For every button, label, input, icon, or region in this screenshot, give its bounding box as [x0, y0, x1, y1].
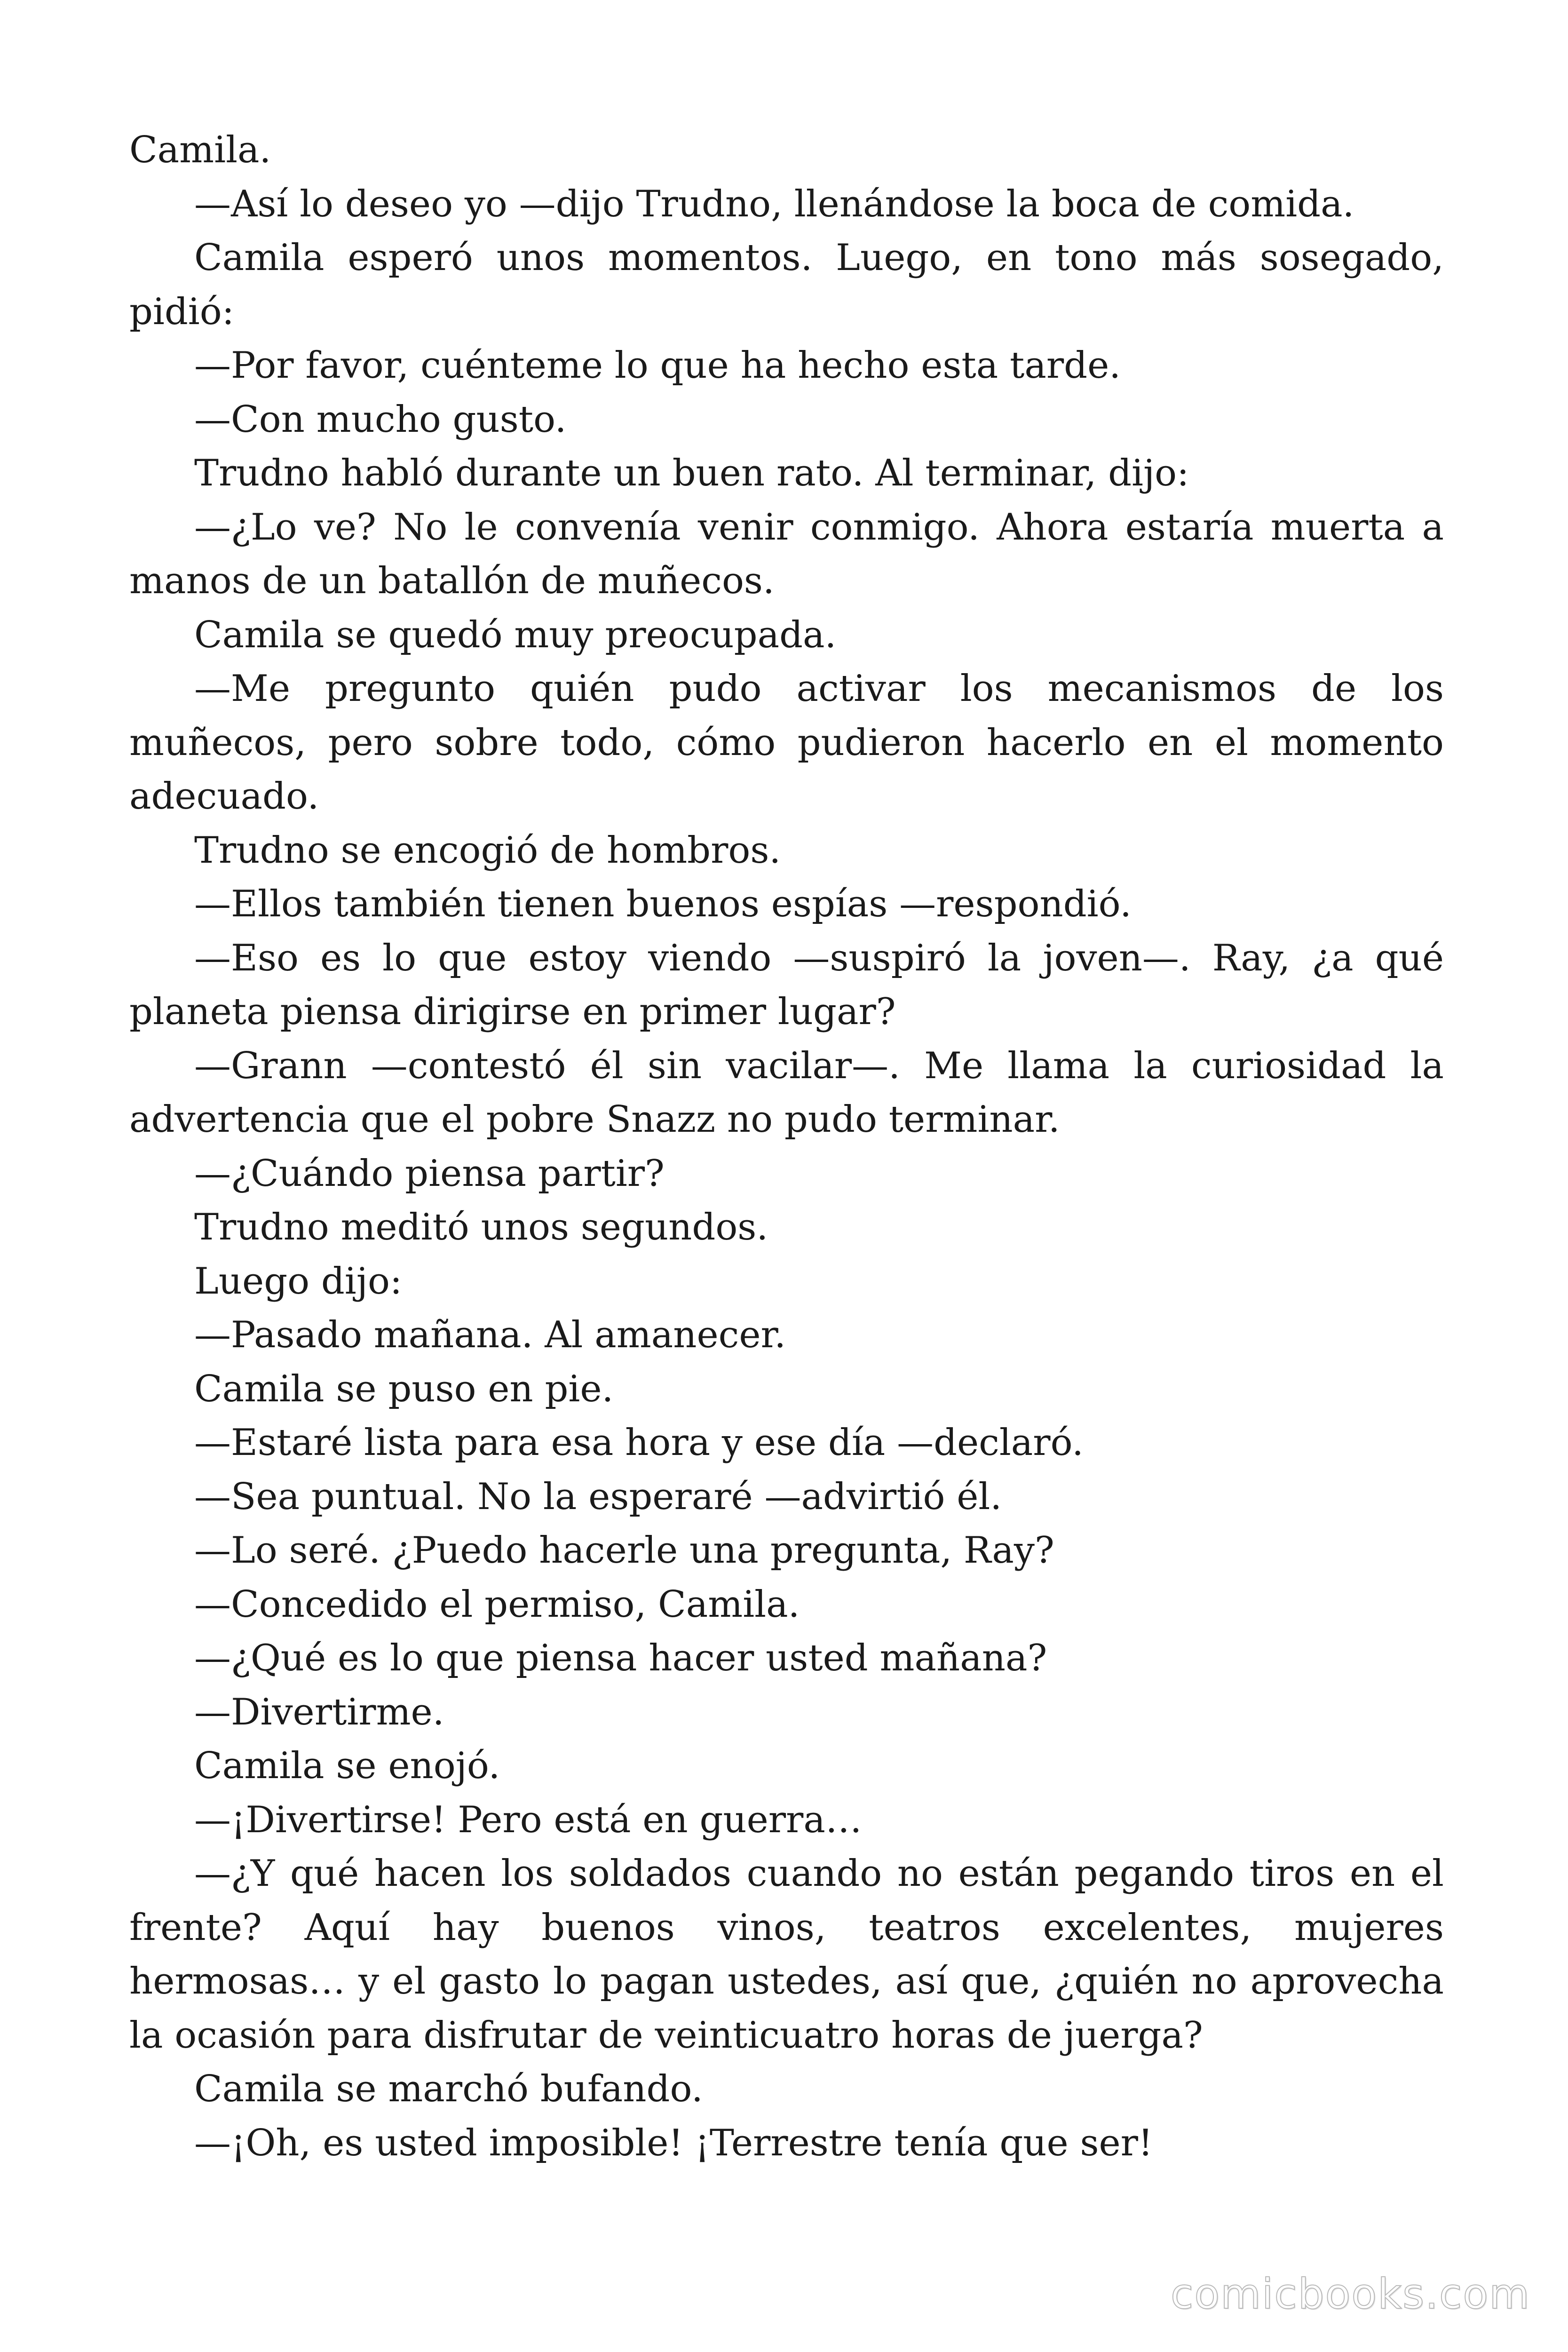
paragraph: —¿Cuándo piensa partir? — [194, 1152, 665, 1195]
paragraph: Camila se puso en pie. — [194, 1367, 614, 1410]
watermark: comicbooks.com — [1170, 2270, 1530, 2318]
paragraph: Trudno meditó unos segundos. — [194, 1206, 768, 1248]
paragraph: —Estaré lista para esa hora y ese día —declaró. — [194, 1422, 1084, 1464]
paragraph: —¡Divertirse! Pero está en guerra… — [194, 1798, 862, 1841]
paragraph: —Lo seré. ¿Puedo hacerle una pregunta, Ray? — [194, 1529, 1054, 1572]
paragraph: Camila se marchó bufando. — [194, 2068, 703, 2110]
paragraph: Trudno se encogió de hombros. — [194, 829, 781, 872]
paragraph: —Sea puntual. No la esperaré —advirtió él. — [194, 1475, 1002, 1518]
paragraph: Camila se quedó muy preocupada. — [194, 613, 837, 656]
paragraph: —¿Lo ve? No le convenía venir conmigo. Ahora estaría muerta a manos de un batallón de muñecos. — [129, 506, 1444, 602]
paragraph: —Pasado mañana. Al amanecer. — [194, 1314, 786, 1356]
paragraph: —¡Oh, es usted imposible! ¡Terrestre tenía que ser! — [194, 2122, 1153, 2164]
paragraph: —Concedido el permiso, Camila. — [194, 1583, 800, 1626]
paragraph: Camila esperó unos momentos. Luego, en tono más sosegado, pidió: — [129, 237, 1444, 333]
page-text — [129, 123, 1444, 2170]
paragraph: Trudno habló durante un buen rato. Al terminar, dijo: — [194, 452, 1189, 494]
paragraph: —¿Qué es lo que piensa hacer usted mañana? — [194, 1637, 1047, 1679]
paragraph: Luego dijo: — [194, 1260, 403, 1303]
paragraph: —Me pregunto quién pudo activar los mecanismos de los muñecos, pero sobre todo, cómo pudieron hacerlo en el momento adecuado. — [129, 667, 1444, 818]
paragraph: Camila se enojó. — [194, 1745, 500, 1787]
paragraph: —¿Y qué hacen los soldados cuando no están pegando tiros en el frente? Aquí hay buenos vinos, teatros excelentes, mujeres hermosas… y el gasto lo pagan ustedes, así que, ¿quién no aprovecha la ocasión para disfrutar de veinticuatro horas de juerga? — [129, 1852, 1444, 2057]
paragraph: —Eso es lo que estoy viendo —suspiró la joven—. Ray, ¿a qué planeta piensa dirigirse en primer lugar? — [129, 937, 1444, 1033]
paragraph: —Con mucho gusto. — [194, 398, 567, 441]
paragraph: —Por favor, cuénteme lo que ha hecho esta tarde. — [194, 344, 1121, 387]
paragraph: —Divertirme. — [194, 1691, 444, 1733]
paragraph: Camila. — [129, 129, 271, 171]
paragraph: —Así lo deseo yo —dijo Trudno, llenándose la boca de comida. — [194, 183, 1354, 225]
paragraph: —Ellos también tienen buenos espías —respondió. — [194, 883, 1132, 925]
paragraph: —Grann —contestó él sin vacilar—. Me llama la curiosidad la advertencia que el pobre Snazz no pudo terminar. — [129, 1044, 1444, 1141]
